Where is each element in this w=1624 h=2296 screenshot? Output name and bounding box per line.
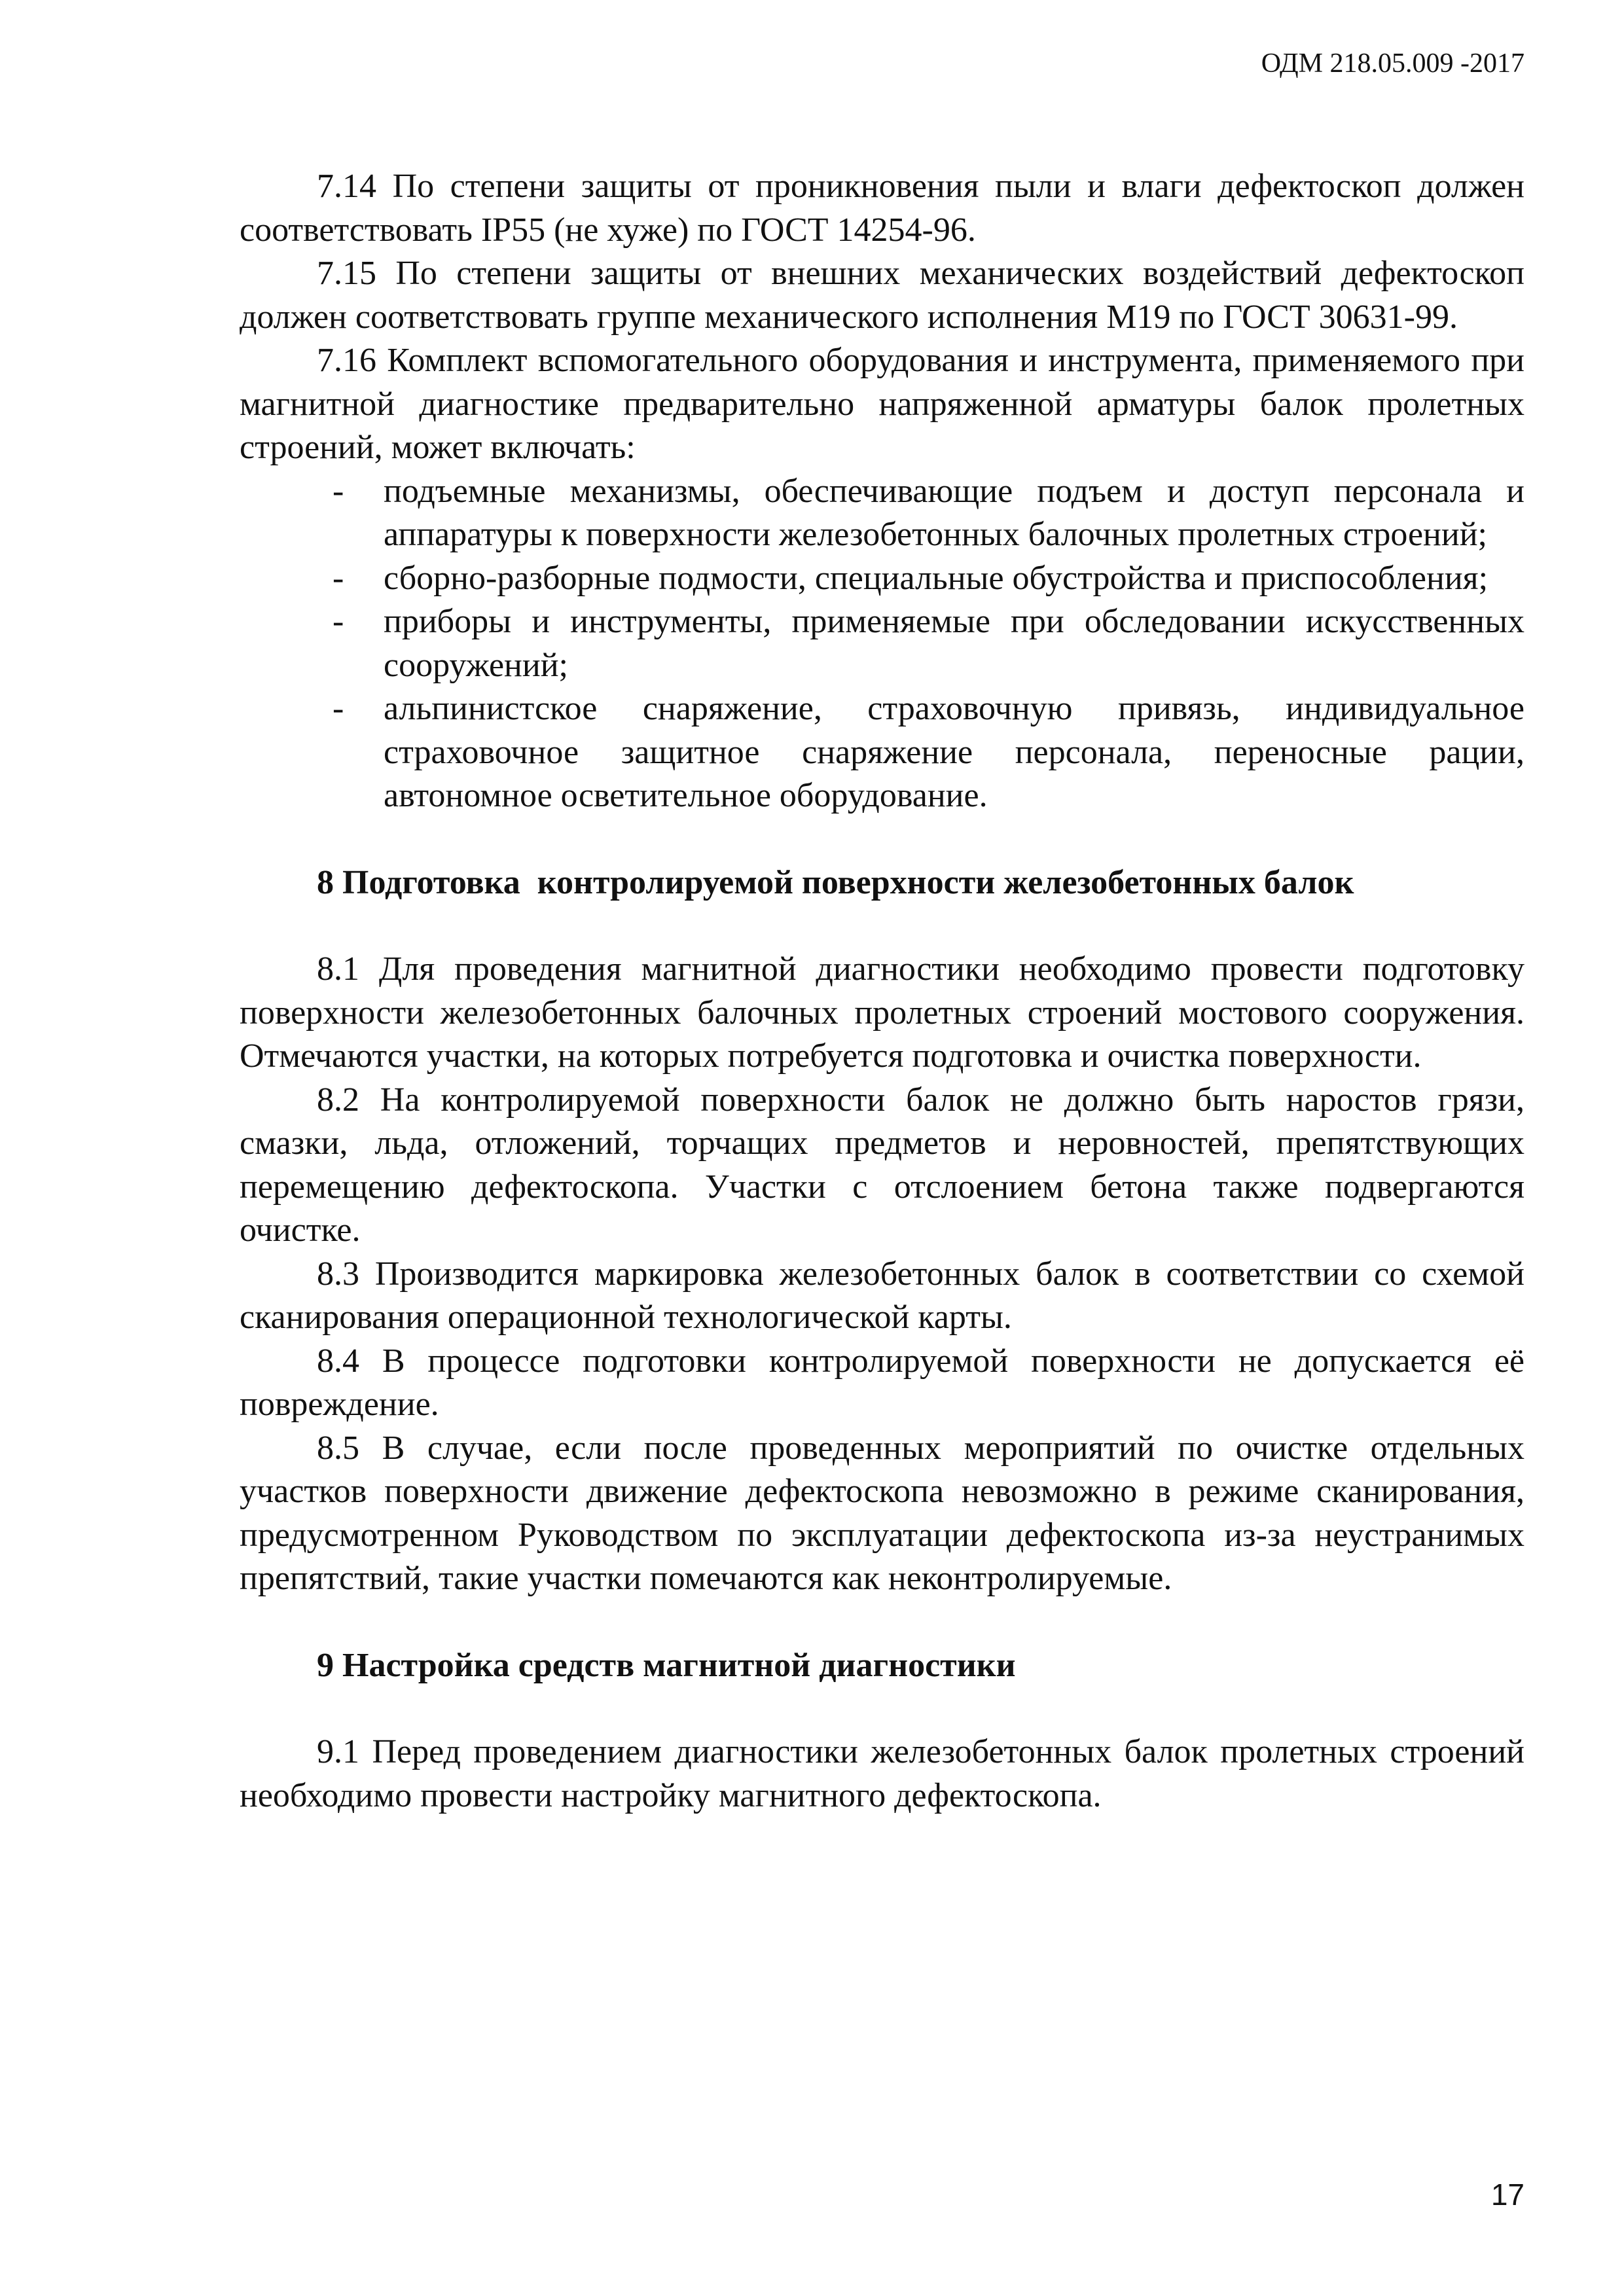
spacer bbox=[240, 1687, 1525, 1731]
list-item-text: сборно-разборные подмости, специальные обустройства и приспособления; bbox=[384, 559, 1489, 597]
list-item bbox=[333, 600, 1525, 687]
document-code-header: ОДМ 218.05.009 -2017 bbox=[1261, 48, 1525, 79]
spacer bbox=[240, 1601, 1525, 1644]
section-9-heading: 9 Настройка средств магнитной диагностики bbox=[317, 1646, 1016, 1684]
list-item bbox=[333, 557, 1525, 601]
page-number: 17 bbox=[1490, 2178, 1525, 2212]
list-item bbox=[333, 470, 1525, 557]
list-item-text: альпинистское снаряжение, страховочную привязь, индивидуальное страховочное защитное снаряжение персонала, переносные рации, автономное осветительное оборудование. bbox=[384, 690, 1525, 814]
section-8-heading: 8 Подготовка контролируемой поверхности железобетонных балок bbox=[317, 863, 1354, 901]
paragraph-9-1: 9.1 Перед проведением диагностики железобетонных балок пролетных строений необходимо провести настройку магнитного дефектоскопа. bbox=[240, 1733, 1525, 1814]
document-body bbox=[240, 165, 1525, 1818]
list-dash: - bbox=[333, 472, 344, 510]
paragraph-8-5: 8.5 В случае, если после проведенных мероприятий по очистке отдельных участков поверхности движение дефектоскопа невозможно в режиме сканирования, предусмотренном Руководством по эксплуатации дефектоскопа из-за неустранимых препятствий, такие участки помечаются как неконтролируемые. bbox=[240, 1429, 1525, 1597]
paragraph-7-15: 7.15 По степени защиты от внешних механических воздействий дефектоскоп должен соответствовать группе механического исполнения М19 по ГОСТ 30631-99. bbox=[240, 255, 1525, 336]
paragraph-8-2: 8.2 На контролируемой поверхности балок не должно быть наростов грязи, смазки, льда, отложений, торчащих предметов и неровностей, препятствующих перемещению дефектоскопа. Участки с отслоением бетона также подвергаются очистке. bbox=[240, 1081, 1525, 1249]
paragraph-8-4: 8.4 В процессе подготовки контролируемой поверхности не допускается её повреждение. bbox=[240, 1342, 1525, 1423]
spacer bbox=[240, 818, 1525, 861]
list-dash: - bbox=[333, 559, 344, 597]
list-item-text: приборы и инструменты, применяемые при обследовании искусственных сооружений; bbox=[384, 603, 1525, 684]
paragraph-7-14: 7.14 По степени защиты от проникновения пыли и влаги дефектоскоп должен соответствовать IP55 (не хуже) по ГОСТ 14254-96. bbox=[240, 168, 1525, 249]
paragraph-8-1: 8.1 Для проведения магнитной диагностики необходимо провести подготовку поверхности железобетонных балочных пролетных строений мостового сооружения. Отмечаются участки, на которых потребуется подготовка и очистка поверхности. bbox=[240, 950, 1525, 1075]
spacer bbox=[240, 905, 1525, 948]
paragraph-8-3: 8.3 Производится маркировка железобетонных балок в соответствии со схемой сканирования операционной технологической карты. bbox=[240, 1255, 1525, 1336]
equipment-list bbox=[240, 470, 1525, 818]
paragraph-7-16: 7.16 Комплект вспомогательного оборудования и инструмента, применяемого при магнитной диагностике предварительно напряженной арматуры балок пролетных строений, может включать: bbox=[240, 342, 1525, 466]
list-dash: - bbox=[333, 603, 344, 640]
list-item-text: подъемные механизмы, обеспечивающие подъем и доступ персонала и аппаратуры к поверхности железобетонных балочных пролетных строений; bbox=[384, 472, 1525, 553]
list-item bbox=[333, 687, 1525, 818]
list-dash: - bbox=[333, 690, 344, 727]
